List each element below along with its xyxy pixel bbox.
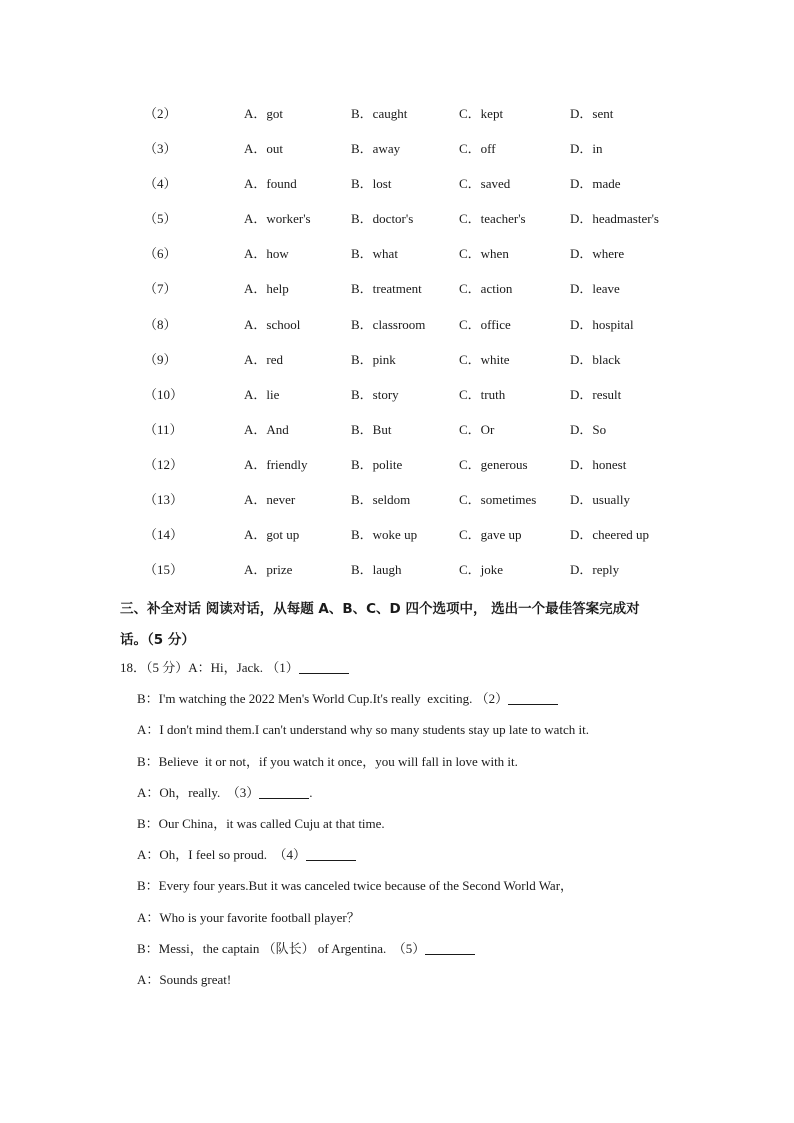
- option-d: D．leave: [570, 281, 620, 297]
- option-a: A．worker's: [244, 211, 311, 227]
- option-a: A．found: [244, 176, 297, 192]
- option-d: D．black: [570, 351, 621, 367]
- option-row: [0, 201, 794, 236]
- dialogue-line: [120, 933, 720, 964]
- question-number: （5）: [144, 211, 177, 227]
- option-b: B．But: [351, 421, 392, 437]
- dialogue-line: [120, 839, 720, 870]
- section-heading-line2: 话。（5 分）: [120, 632, 195, 648]
- option-a: A．out: [244, 141, 284, 157]
- dialogue-line: [120, 746, 720, 777]
- option-b: B．woke up: [351, 527, 418, 543]
- option-b: B．laugh: [351, 562, 402, 578]
- dialogue-text: B：Every four years.But it was canceled twice because of the Second World War，: [137, 878, 574, 894]
- question-number: （7）: [144, 281, 177, 297]
- option-d: D．cheered up: [570, 527, 650, 543]
- question-number: （4）: [144, 176, 177, 192]
- dialogue-suffix: .: [309, 784, 313, 800]
- option-b: B．story: [351, 386, 399, 402]
- dialogue-line: [120, 808, 720, 839]
- option-c: C．white: [459, 351, 510, 367]
- option-a: A．friendly: [244, 456, 308, 472]
- option-d: D．So: [570, 421, 607, 437]
- question-number: （15）: [144, 562, 184, 578]
- answer-blank[interactable]: [259, 784, 309, 799]
- section-heading: [120, 594, 690, 656]
- dialogue-text: B：I'm watching the 2022 Men's World Cup.It's really exciting. （2）: [137, 691, 509, 707]
- question-number: （2）: [144, 106, 177, 121]
- option-c: C．action: [459, 281, 513, 297]
- question-number: （12）: [144, 456, 184, 472]
- dialogue-text: A：I don't mind them.I can't understand why so many students stay up late to watch it.: [137, 722, 590, 738]
- option-row: [0, 131, 794, 166]
- option-row: [0, 166, 794, 201]
- option-c: C．teacher's: [459, 211, 526, 227]
- dialogue-line: [120, 652, 720, 683]
- question-number: （13）: [144, 492, 184, 508]
- option-row: [0, 447, 794, 482]
- question-number: （10）: [144, 386, 184, 402]
- option-d: D．usually: [570, 492, 630, 508]
- option-d: D．made: [570, 176, 621, 192]
- option-c: C．truth: [459, 386, 506, 402]
- option-d: D．where: [570, 246, 625, 262]
- option-d: D．sent: [570, 106, 614, 121]
- option-a: A．lie: [244, 386, 280, 402]
- option-a: A．how: [244, 246, 289, 262]
- option-c: C．joke: [459, 562, 504, 578]
- option-c: C．sometimes: [459, 492, 537, 508]
- question-number: （6）: [144, 246, 177, 262]
- option-row: [0, 96, 794, 131]
- dialogue-line: [120, 870, 720, 901]
- answer-blank[interactable]: [306, 846, 356, 861]
- option-row: [0, 552, 794, 587]
- dialogue-text: A：Oh，I feel so proud. （4）: [137, 847, 306, 863]
- option-d: D．reply: [570, 562, 620, 578]
- dialogue-line: [120, 902, 720, 933]
- option-c: C．office: [459, 316, 511, 332]
- question-number: （8）: [144, 316, 177, 332]
- option-row: [0, 412, 794, 447]
- question-number: （9）: [144, 351, 177, 367]
- dialogue-line: [120, 683, 720, 714]
- option-c: C．generous: [459, 456, 528, 472]
- question-number: （11）: [144, 421, 183, 437]
- dialogue-text: B：Messi，the captain （队长） of Argentina. （5）: [137, 940, 426, 956]
- answer-blank[interactable]: [508, 690, 558, 705]
- option-d: D．hospital: [570, 316, 634, 332]
- answer-blank[interactable]: [425, 940, 475, 955]
- option-b: B．doctor's: [351, 211, 414, 227]
- dialogue-text: 18．（5 分）A：Hi，Jack. （1）: [120, 660, 299, 675]
- option-c: C．kept: [459, 106, 504, 121]
- dialogue-text: A：Sounds great!: [137, 971, 232, 987]
- option-b: B．pink: [351, 351, 396, 367]
- option-d: D．honest: [570, 456, 627, 472]
- section-heading-line1: 三、补全对话 阅读对话，从每题 A、B、C、D 四个选项中， 选出一个最佳答案完成对: [120, 601, 640, 617]
- option-c: C．when: [459, 246, 509, 262]
- option-a: A．red: [244, 351, 283, 367]
- option-row: [0, 482, 794, 517]
- option-row: [0, 271, 794, 306]
- option-d: D．result: [570, 386, 622, 402]
- option-b: B．treatment: [351, 281, 422, 297]
- option-b: B．away: [351, 141, 401, 157]
- option-a: A．got: [244, 106, 284, 121]
- option-b: B．seldom: [351, 492, 411, 508]
- option-c: C．saved: [459, 176, 511, 192]
- option-row: [0, 517, 794, 552]
- option-a: A．school: [244, 316, 301, 332]
- option-b: B．caught: [351, 106, 408, 121]
- option-row: [0, 377, 794, 412]
- answer-blank[interactable]: [299, 659, 349, 674]
- option-a: A．never: [244, 492, 296, 508]
- option-row: [0, 307, 794, 342]
- dialogue-line: [120, 714, 720, 745]
- options-table: [0, 96, 794, 587]
- option-b: B．polite: [351, 456, 403, 472]
- dialogue-line: [120, 777, 720, 808]
- dialogue-line: [120, 964, 720, 995]
- option-b: B．classroom: [351, 316, 426, 332]
- option-b: B．what: [351, 246, 398, 262]
- option-a: A．And: [244, 421, 289, 437]
- option-a: A．got up: [244, 527, 300, 543]
- option-row: [0, 342, 794, 377]
- option-a: A．help: [244, 281, 289, 297]
- question-number: （14）: [144, 527, 184, 543]
- option-b: B．lost: [351, 176, 392, 192]
- option-c: C．off: [459, 141, 496, 157]
- dialogue-text: B：Our China，it was called Cuju at that time.: [137, 815, 385, 831]
- dialogue: [120, 652, 720, 995]
- option-row: [0, 236, 794, 271]
- option-d: D．headmaster's: [570, 211, 659, 227]
- dialogue-text: A：Who is your favorite football player？: [137, 909, 360, 925]
- option-c: C．Or: [459, 421, 495, 437]
- option-a: A．prize: [244, 562, 293, 578]
- question-number: （3）: [144, 141, 177, 157]
- option-d: D．in: [570, 141, 603, 157]
- dialogue-text: A：Oh，really. （3）: [137, 784, 260, 800]
- dialogue-text: B：Believe it or not，if you watch it once，you will fall in love with it.: [137, 753, 518, 769]
- option-c: C．gave up: [459, 527, 522, 543]
